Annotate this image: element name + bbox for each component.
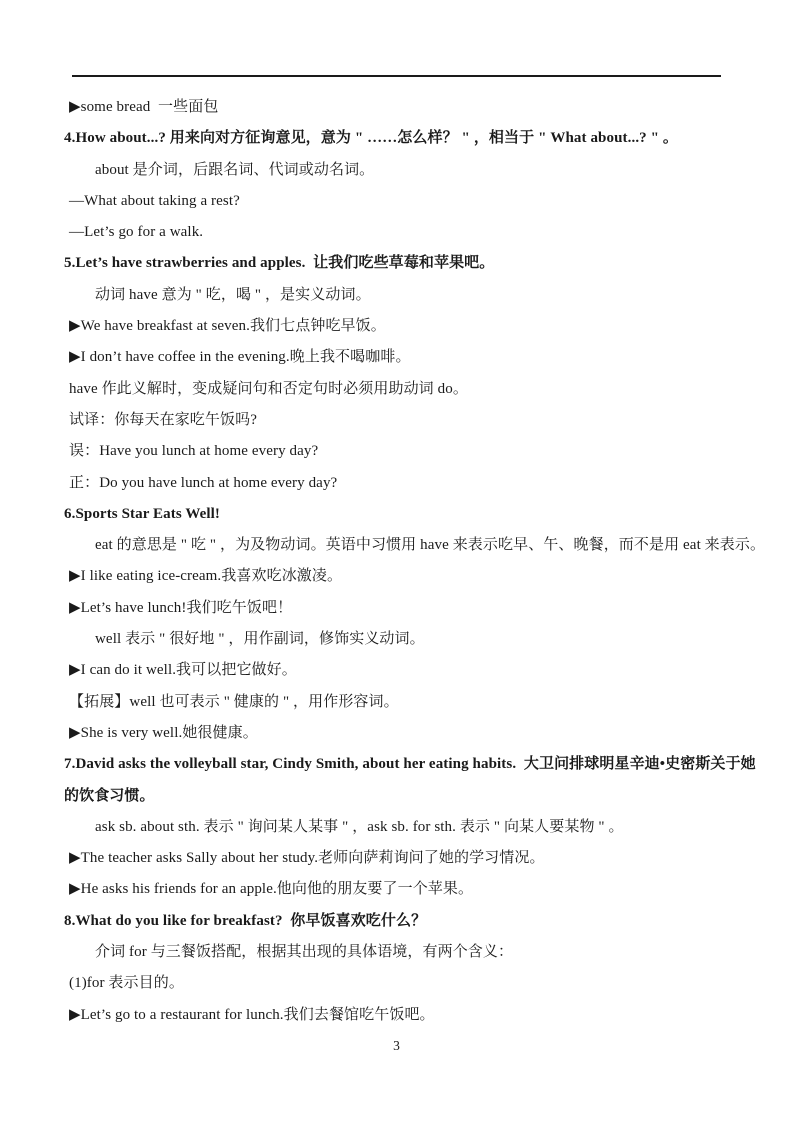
paragraph: 动词 have 意为 " 吃，喝 " ，是实义动词。 xyxy=(95,286,371,303)
paragraph: 6.Sports Star Eats Well! xyxy=(64,505,221,522)
document-body xyxy=(64,92,766,1031)
paragraph: ▶I don’t have coffee in the evening.晚上我不喝咖啡。 xyxy=(69,349,411,366)
paragraph: ▶The teacher asks Sally about her study.老师向萨莉询问了她的学习情况。 xyxy=(69,850,545,867)
paragraph: —What about taking a rest? xyxy=(69,192,240,209)
paragraph: 试译：你每天在家吃午饭吗? xyxy=(69,411,257,428)
paragraph: 7.David asks the volleyball star, Cindy Smith, about her eating habits. 大卫问排球明星辛迪•史密斯关于她 xyxy=(64,756,756,773)
paragraph: 介词 for 与三餐饭搭配，根据其出现的具体语境，有两个含义： xyxy=(95,944,514,961)
page-number: 3 xyxy=(393,1038,400,1053)
paragraph: ▶I like eating ice-cream.我喜欢吃冰激凌。 xyxy=(69,568,343,585)
paragraph: 5.Let’s have strawberries and apples. 让我们吃些草莓和苹果吧。 xyxy=(64,255,495,272)
paragraph: 8.What do you like for breakfast? 你早饭喜欢吃什么？ xyxy=(64,912,427,929)
paragraph: 的饮食习惯。 xyxy=(64,787,155,804)
paragraph: ▶Let’s have lunch!我们吃午饭吧！ xyxy=(69,599,293,616)
paragraph: ▶some bread 一些面包 xyxy=(69,99,219,115)
paragraph: eat 的意思是 " 吃 " ，为及物动词。英语中习惯用 have 来表示吃早、午、晚餐，而不是用 eat 来表示。 xyxy=(95,537,766,554)
paragraph: 【拓展】well 也可表示 " 健康的 " ，用作形容词。 xyxy=(69,693,399,710)
paragraph: 误：Have you lunch at home every day? xyxy=(69,443,319,460)
paragraph: (1)for 表示目的。 xyxy=(69,975,184,992)
paragraph: have 作此义解时，变成疑问句和否定句时必须用助动词 do。 xyxy=(69,380,468,397)
paragraph: —Let’s go for a walk. xyxy=(69,224,204,241)
paragraph: ask sb. about sth. 表示 " 询问某人某事 " ，ask sb. for sth. 表示 " 向某人要某物 " 。 xyxy=(95,818,624,835)
paragraph: ▶She is very well.她很健康。 xyxy=(69,724,258,741)
paragraph: ▶Let’s go to a restaurant for lunch.我们去餐馆吃午饭吧。 xyxy=(69,1006,435,1023)
header-rule xyxy=(72,75,721,77)
paragraph: ▶We have breakfast at seven.我们七点钟吃早饭。 xyxy=(69,318,386,335)
paragraph: about 是介词，后跟名词、代词或动名词。 xyxy=(95,161,375,178)
paragraph: 正：Do you have lunch at home every day? xyxy=(69,474,338,491)
paragraph: well 表示 " 很好地 " ，用作副词，修饰实义动词。 xyxy=(95,631,425,648)
paragraph: ▶I can do it well.我可以把它做好。 xyxy=(69,662,297,679)
paragraph: 4.How about...? 用来向对方征询意见，意为 " ……怎么样？ " ，相当于 " What about...? " 。 xyxy=(64,130,679,147)
paragraph: ▶He asks his friends for an apple.他向他的朋友要了一个苹果。 xyxy=(69,881,474,898)
